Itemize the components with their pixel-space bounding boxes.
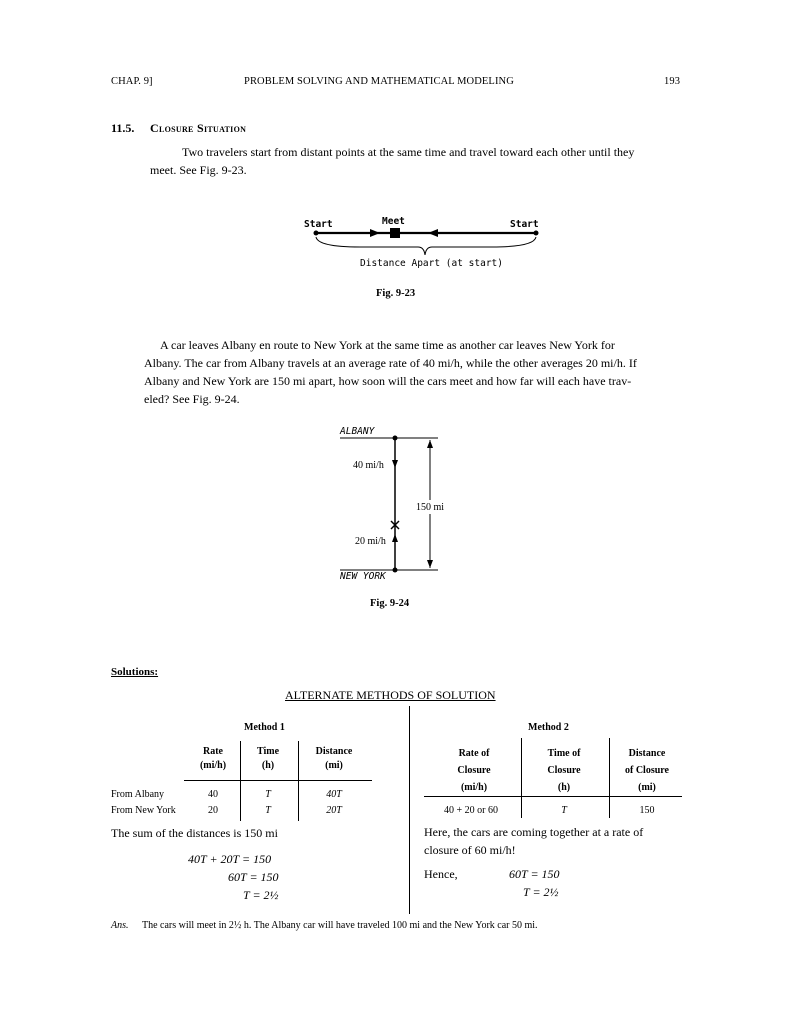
fig24-distance-label: 150 mi (416, 502, 445, 513)
m1-col-time-line2: (h) (261, 760, 275, 771)
m2-col-dist-line3: (mi) (638, 782, 656, 793)
method1-title: Method 1 (244, 722, 285, 733)
fig23-start-left: Start (304, 219, 333, 230)
m2-hence: Hence, (424, 867, 458, 881)
fig24-rate-top: 40 mi/h (353, 460, 384, 471)
m2-row-rate: 40 + 20 or 60 (444, 805, 498, 816)
m1-col-rate-line2: (mi/h) (199, 760, 227, 771)
m1-col-dist-header (302, 746, 366, 771)
m2-col-rate-line2: Closure (457, 765, 491, 776)
fig23-brace (316, 237, 536, 255)
m2-col-divider-1 (521, 738, 522, 818)
fig23-arrow-left (428, 229, 438, 237)
solutions-heading: Solutions: (111, 666, 159, 678)
m2-text-line-1: Here, the cars are coming together at a rate of (424, 825, 644, 839)
m1-equation-3: T = 2½ (243, 888, 279, 902)
m1-col-rate-line1: Rate (203, 746, 223, 757)
m2-col-dist-header (612, 745, 682, 796)
m2-col-dist-line2: of Closure (625, 765, 669, 776)
m2-header-rule (424, 796, 682, 797)
m1-col-time-header (246, 746, 290, 771)
m1-row-albany-dist: 40T (326, 789, 342, 800)
m2-col-dist-line1: Distance (628, 748, 666, 759)
m1-row-newyork-label: From New York (111, 805, 176, 816)
problem-line-1: A car leaves Albany en route to New York at the same time as another car leaves New York for (160, 338, 615, 352)
fig24-arrow-up (392, 534, 398, 542)
fig24-albany-label: ALBANY (340, 426, 375, 437)
fig24-rate-bottom: 20 mi/h (355, 536, 386, 547)
problem-line-2: Albany. The car from Albany travels at an average rate of 40 mi/h, while the other averages 20 mi/h. If (144, 356, 637, 370)
m1-row-newyork-rate: 20 (208, 805, 218, 816)
fig24-distance-arrow-down (427, 560, 433, 568)
m1-col-divider-1 (240, 741, 241, 821)
fig23-brace-label: Distance Apart (at start) (360, 258, 503, 269)
m1-row-newyork-time: T (265, 805, 271, 816)
fig24-caption: Fig. 9-24 (370, 598, 410, 609)
m2-col-time-line3: (h) (557, 782, 571, 793)
section-number: 11.5. (111, 121, 135, 135)
alt-methods-heading: ALTERNATE METHODS OF SOLUTION (285, 688, 496, 702)
m1-col-time-line1: Time (256, 746, 280, 757)
m2-col-rate-line3: (mi/h) (460, 782, 488, 793)
fig23-arrow-right (370, 229, 380, 237)
fig24-newyork-label: NEW YORK (340, 571, 386, 582)
header-chapter: CHAP. 9] (111, 76, 153, 87)
m2-col-rate-line1: Rate of (458, 748, 490, 759)
m2-row-time: T (561, 805, 567, 816)
m1-col-dist-line2: (mi) (325, 760, 343, 771)
m1-row-albany-rate: 40 (208, 789, 218, 800)
fig23-start-right: Start (510, 219, 539, 230)
m2-col-rate-header (435, 745, 513, 796)
fig23-meet: Meet (382, 216, 405, 227)
answer-text: The cars will meet in 2½ h. The Albany car will have traveled 100 mi and the New York car 50 mi. (142, 920, 538, 931)
methods-divider (409, 706, 410, 914)
method2-title: Method 2 (528, 722, 569, 733)
m2-equation-2: T = 2½ (523, 885, 559, 899)
intro-line-1: Two travelers start from distant points at the same time and travel toward each other until they (182, 145, 635, 159)
m1-row-albany-time: T (265, 789, 271, 800)
section-title: Closure Situation (150, 121, 247, 135)
m2-col-divider-2 (609, 738, 610, 818)
m1-row-newyork-dist: 20T (326, 805, 342, 816)
m1-header-rule (184, 780, 372, 781)
problem-line-4: eled? See Fig. 9-24. (144, 392, 240, 406)
m2-text-line-2: closure of 60 mi/h! (424, 843, 516, 857)
fig24-arrow-down (392, 460, 398, 468)
m2-col-time-line2: Closure (547, 765, 581, 776)
header-page-number: 193 (664, 76, 681, 87)
m1-col-divider-2 (298, 741, 299, 821)
intro-line-2: meet. See Fig. 9-23. (150, 163, 247, 177)
m2-col-time-line1: Time of (547, 748, 581, 759)
fig23-caption: Fig. 9-23 (376, 288, 416, 299)
header-title: PROBLEM SOLVING AND MATHEMATICAL MODELING (244, 76, 514, 87)
m1-col-rate-header (193, 746, 233, 771)
problem-line-3: Albany and New York are 150 mi apart, how soon will the cars meet and how far will each have trav- (144, 374, 632, 388)
m1-col-dist-line1: Distance (315, 746, 353, 757)
m2-equation-1: 60T = 150 (509, 867, 560, 881)
answer-label: Ans. (111, 920, 129, 931)
fig23-meet-marker (390, 228, 400, 238)
m1-row-albany-label: From Albany (111, 789, 165, 800)
m2-row-dist: 150 (639, 805, 655, 816)
m1-equation-2: 60T = 150 (228, 870, 279, 884)
m1-equation-1: 40T + 20T = 150 (188, 852, 272, 866)
m2-col-time-header (526, 745, 602, 796)
m1-sum-text: The sum of the distances is 150 mi (111, 826, 278, 840)
fig24-distance-arrow-up (427, 440, 433, 448)
